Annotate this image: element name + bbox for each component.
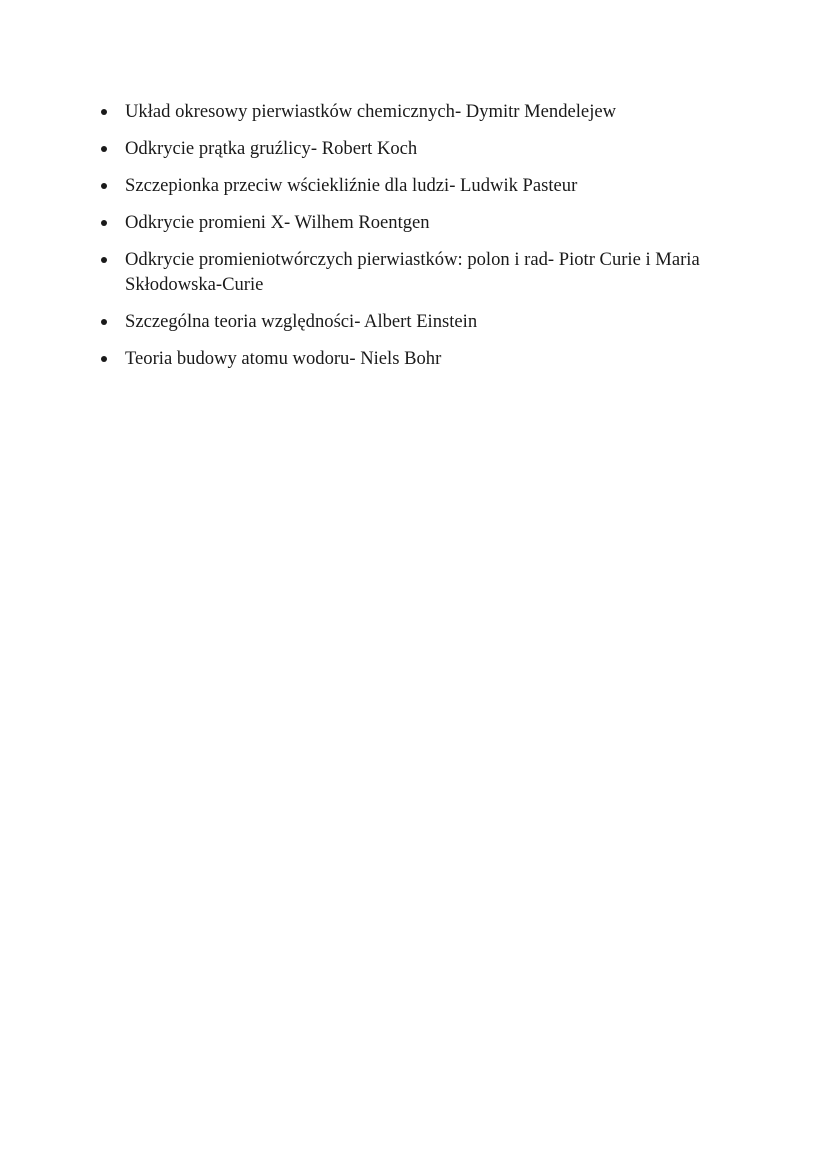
bullet-icon	[101, 109, 107, 115]
list-item-text: Szczególna teoria względności- Albert Einstein	[125, 311, 478, 332]
list-item-text: Odkrycie promieni X- Wilhem Roentgen	[125, 212, 430, 233]
bullet-icon	[101, 257, 107, 263]
bullet-icon	[101, 319, 107, 325]
list-item	[98, 136, 738, 161]
list-item-text: Odkrycie prątka gruźlicy- Robert Koch	[125, 138, 418, 159]
list-item-text: Odkrycie promieniotwórczych pierwiastków: polon i rad- Piotr Curie i Maria Skłodowska-Curie	[125, 249, 700, 295]
list-item	[98, 247, 738, 297]
bullet-icon	[101, 220, 107, 226]
list-item-text: Szczepionka przeciw wściekliźnie dla ludzi- Ludwik Pasteur	[125, 175, 578, 196]
list-item-text: Układ okresowy pierwiastków chemicznych- Dymitr Mendelejew	[125, 101, 617, 122]
bullet-icon	[101, 183, 107, 189]
list-item	[98, 99, 738, 124]
bullet-list	[98, 99, 738, 383]
list-item	[98, 309, 738, 334]
list-item	[98, 210, 738, 235]
list-item-text: Teoria budowy atomu wodoru- Niels Bohr	[125, 348, 442, 369]
bullet-icon	[101, 356, 107, 362]
bullet-icon	[101, 146, 107, 152]
list-item	[98, 173, 738, 198]
list-item	[98, 346, 738, 371]
